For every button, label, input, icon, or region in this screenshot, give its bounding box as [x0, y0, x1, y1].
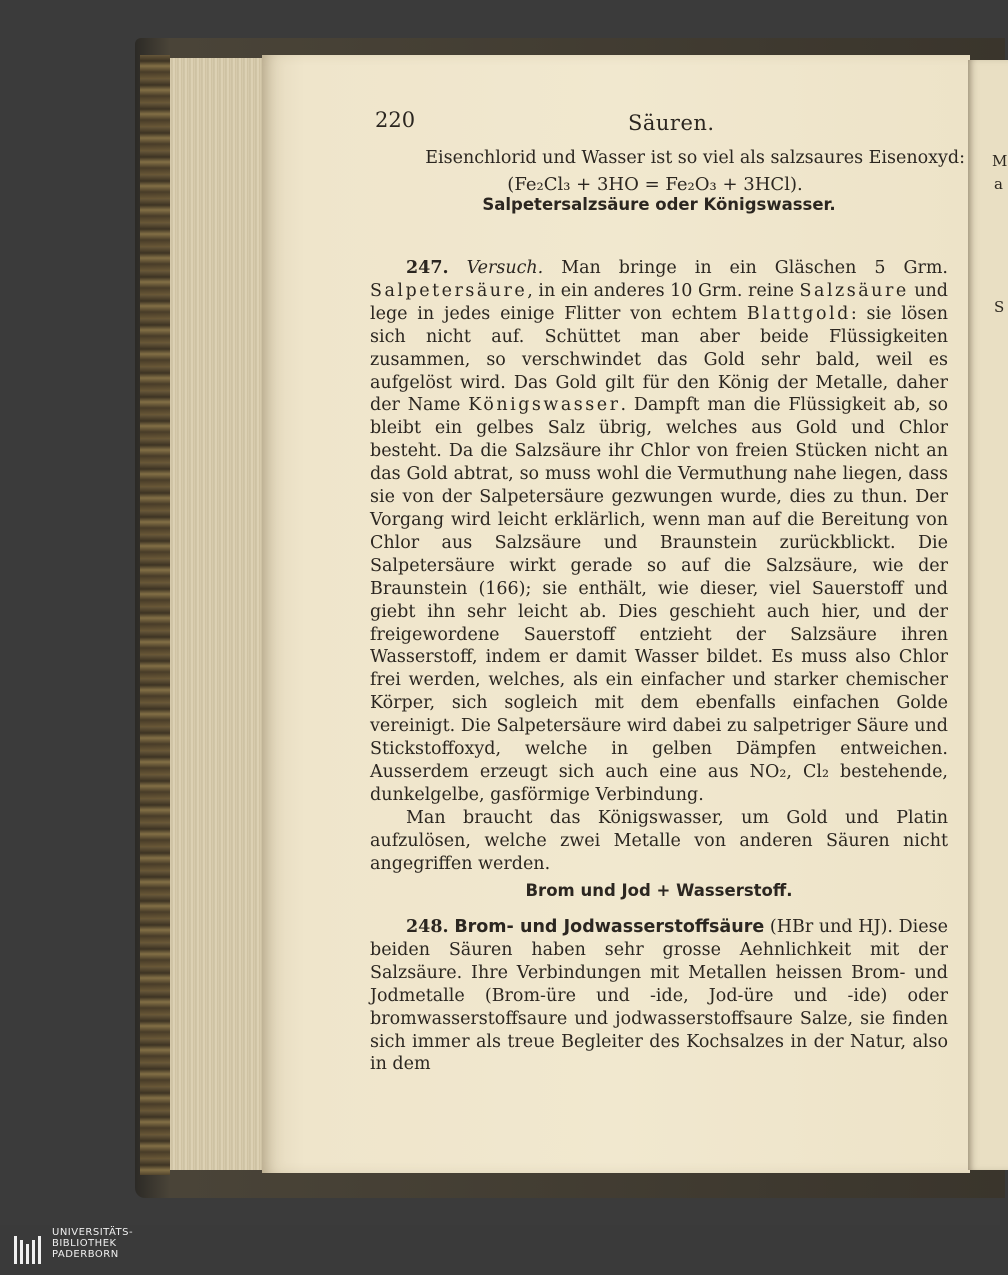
logo-line: PADERBORN [52, 1249, 119, 1260]
facing-page-fragment: S [994, 298, 1005, 316]
paragraph-label: Versuch. [466, 258, 544, 278]
paragraph-text: Man braucht das Königswasser, um Gold und Platin aufzulösen, welche zwei Metalle von anderen Säuren nicht angegriffen werden. [370, 807, 948, 874]
facing-page-edge [968, 60, 1008, 1170]
logo-line: UNIVERSITÄTS- [52, 1227, 134, 1238]
footer-bar [0, 1225, 1000, 1275]
page-block-edges [170, 58, 275, 1170]
formula-intro: Eisenchlorid und Wasser ist so viel als salzsaures Eisenoxyd: [425, 148, 965, 168]
paragraph-text: . Dampft man die Flüssigkeit ab, so bleibt ein gelbes Salz übrig, welches aus Gold und Chlor besteht. Da die Salzsäure ihr Chlor von freien Stücken nicht an das Gold abtrat, so muss wohl die Vermuthung nahe liegen, dass sie von der Salpetersäure gezwungen wurde, dies zu thun. Der Vorgang wird leicht erklärlich, wenn man auf die Bereitung von Chlor aus Salzsäure und Braunstein zurückblickt. Die Salpetersäure wirkt gerade so auf die Salzsäure, wie der Braunstein (166); sie enthält, wie dieser, viel Sauerstoff und giebt ihn sehr leicht ab. Dies geschieht auch hier, und der freigewordene Sauerstoff entzieht der Salzsäure ihren Wasserstoff, indem er damit Wasser bildet. Es muss also Chlor frei werden, welches, als ein einfacher und starker chemischer Körper, sich sogleich mit dem ebenfalls einfachen Golde vereinigt. Die Salpetersäure wird dabei zu salpetriger Säure und Stickstoffoxyd, welche in gelben Dämpfen entweichen. Ausserdem erzeugt sich auch eine aus NO₂, Cl₂ bestehende, dunkelgelbe, gasförmige Verbindung. [370, 395, 949, 805]
section-heading: Brom und Jod + Wasserstoff. [525, 881, 793, 900]
paragraph-248 [370, 916, 948, 1076]
paragraph-247 [370, 257, 948, 875]
facing-page-fragment: M [992, 152, 1008, 170]
paragraph-number: 247. [406, 258, 449, 278]
emphasized-term: Salpetersäure [370, 280, 528, 301]
paragraph-text: Man bringe in ein Gläschen 5 Grm. [543, 258, 948, 278]
running-title: Säuren. [628, 111, 715, 135]
paragraph-title: Brom- und Jodwasserstoffsäure [454, 917, 765, 937]
emphasized-term: Blattgold [746, 303, 851, 324]
paragraph-text: (HBr und HJ). Diese beiden Säuren haben sehr grosse Aehnlichkeit mit der Salzsäure. Ihre Verbindungen mit Metallen heissen Brom- und Jodmetalle (Brom-üre und -ide, Jod-üre und -ide) oder bromwasserstoffsaure und jodwasserstoffsaure Salze, sie finden sich immer als treue Begleiter des Kochsalzes in der Natur, also in dem [370, 917, 948, 1075]
book-spine [140, 55, 170, 1175]
library-logo-text [52, 1227, 133, 1260]
emphasized-term: Salzsäure [799, 280, 909, 301]
section-heading: Salpetersalzsäure oder Königswasser. [482, 195, 836, 214]
paragraph-text: und lege in jedes einige Flitter von echtem [370, 280, 948, 324]
paragraph-text: , in ein anderes 10 Grm. reine [527, 280, 800, 301]
chemical-formula: (Fe₂Cl₃ + 3HO = Fe₂O₃ + 3HCl). [507, 174, 803, 195]
library-logo-icon [12, 1232, 48, 1268]
page-number: 220 [375, 108, 416, 132]
emphasized-term: Königswasser [468, 395, 621, 416]
logo-line: BIBLIOTHEK [52, 1238, 117, 1249]
facing-page-fragment: a [994, 175, 1003, 193]
paragraph-text: : sie lösen sich nicht auf. Schüttet man aber beide Flüssigkeiten zusammen, so verschwindet das Gold sehr bald, weil es aufgelöst wird. Das Gold gilt für den König der Metalle, daher der Name [370, 303, 948, 416]
paragraph-number: 248. [406, 917, 449, 937]
